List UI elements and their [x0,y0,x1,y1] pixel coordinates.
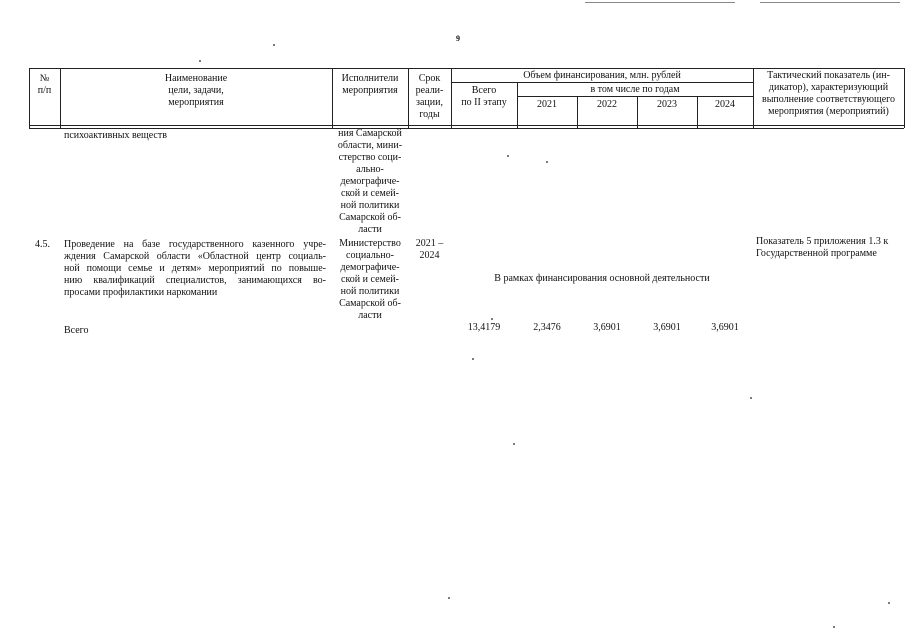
page-number: 9 [456,34,460,43]
header-num-cell: № п/п [37,73,52,96]
header-indicator-cell: Тактический показатель (ин- дикатор), характеризующий выполнение соответствующего мероприятия (мероприятий) [761,70,895,117]
row-cont-executors: ния Самарской области, мини- стерство соци- ально- демографиче- ской и семей- ной политики Самарской об- ласти [337,128,403,235]
row-4-5-name: Проведение на базе государственного казенного учре- ждения Самарской области «Областной центр социаль- ной помощи семье и детям» мероприятий по повыше- нию квалификаций специалистов, занимающихся во- просами профилактики наркомании [64,239,326,298]
total-2024: 3,6901 [711,322,739,333]
row-4-5-funding: В рамках финансирования основной деятельности [494,273,710,284]
row-4-5-executors: Министерство социально- демографиче- ской и семей- ной политики Самарской об- ласти [339,238,401,321]
header-year-2022: 2022 [597,99,617,110]
row-4-5-number: 4.5. [35,239,50,250]
row-cont-name: психоактивных веществ [64,130,167,141]
header-year-2021: 2021 [537,99,557,110]
header-name-cell: Наименование цели, задачи, мероприятия [164,73,228,108]
page-top-rule [760,2,900,3]
total-2021: 2,3476 [533,322,561,333]
header-year-2023: 2023 [657,99,677,110]
header-year-2024: 2024 [715,99,735,110]
header-total-cell: Всего по II этапу [461,85,507,108]
header-by-years: в том числе по годам [590,84,680,95]
total-value: 13,4179 [467,322,501,333]
header-executors-cell: Исполнители мероприятия [341,73,399,96]
row-4-5-indicator: Показатель 5 приложения 1.3 к Государственной программе [756,236,889,259]
total-2023: 3,6901 [653,322,681,333]
header-term-cell: Срок реали- зации, годы [415,73,444,120]
header-funding-title: Объем финансирования, млн. рублей [523,70,681,81]
total-2022: 3,6901 [593,322,621,333]
row-4-5-term: 2021 – 2024 [415,238,444,261]
total-label: Всего [64,325,89,336]
page-top-rule [585,2,735,3]
